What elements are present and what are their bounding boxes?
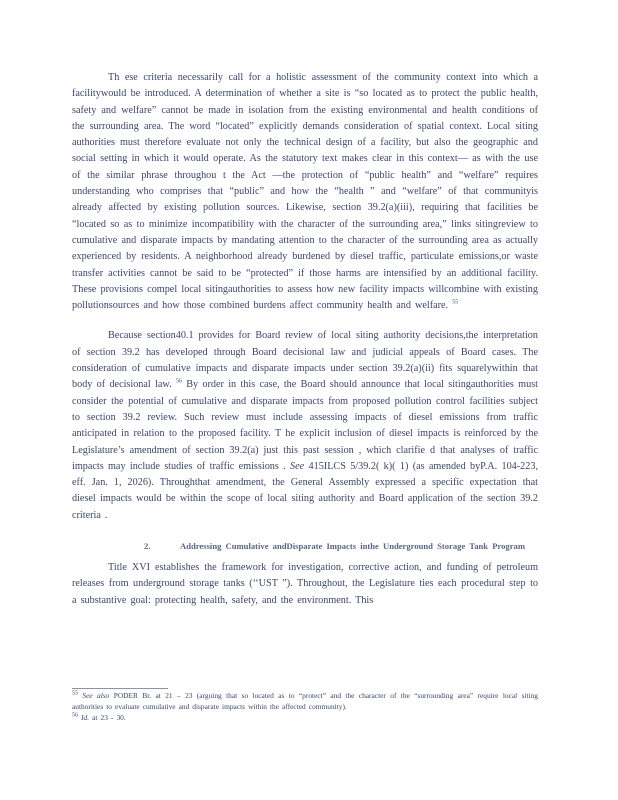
footnote-55 [72,691,538,712]
paragraph-2 [72,328,538,524]
paragraph-1-text: Th ese criteria necessarily call for a holistic assessment of the community context into which a facilitywould be introduced. A determination of whether a site is “so located as to protect the public health, safety and welfare” cannot be made in isolation from the existing environmental and health conditions of the surrounding area. The word “located” explicitly demands consideration of spatial context. Local siting authorities must therefore evaluate not only the technical design of a facility, but also the geographic and social setting in which it would operate. As the statutory text makes clear in this context— as with the use of the similar phrase throughou t the Act —the protection of “public health” and “welfare” requires understanding who comprises that “public” and how the “health ” and “welfare” of that communityis already affected by existing pollution sources. Likewise, section 39.2(a)(iii), requiring that facilities be “located so as to minimize incompatibility with the character of the surrounding area,” links sitingreview to cumulative and disparate impacts by mandating attention to the character of the surrounding area as actually experienced by residents. A neighborhood already burdened by diesel traffic, particulate emissions,or waste transfer activities cannot be said to be “protected” if those harms are intensified by an additional facility. These provisions compel local sitingauthorities to assess how new facility impacts willcombine with existing pollutionsources and how those combined burdens affect community health and welfare. [72,72,538,312]
section-heading-number: 2. [144,541,151,552]
paragraph-2-text-c: 415ILCS 5/39.2( k)( 1) (as amended byP.A. 104-223, eff. Jan. 1, 2026). Throughthat amendment, the General Assembly expressed a specific expectation that diesel impacts would be within the scope of local siting authority and Board application of the section 39.2 criteria . [72,460,538,521]
footnote-signal: Id. [81,713,90,722]
paragraph-2-text-b: By order in this case, the Board should announce that local sitingauthorities must consider the potential of cumulative and disparate impacts from proposed pollution control facilities subject to section 39.2 review. Such review must include assessing impacts of diesel emissions from traffic anticipated in relation to the proposed facility. T he explicit inclusion of diesel impacts is reinforced by the Legislature’s amendment of section 39.2(a) just this past session , which clarifie d that analyses of traffic impacts may include studies of traffic emissions . [72,379,538,472]
footnote-number: 55 [72,690,78,697]
section-heading-text: Addressing Cumulative andDisparate Impacts inthe Underground Storage Tank Program [180,541,525,552]
footnote-divider [72,688,168,689]
footnote-ref-56: 56 [175,378,182,385]
paragraph-2-text-a: Because section40.1 provides for Board review of local siting authority decisions,the interpretation of section 39.2 has developed through Board decisional law and judicial appeals of Board cases. The consideration of cumulative impacts and disparate impacts under section 39.2(a)(ii) fits squarelywithin that body of decisional law. [72,330,538,391]
document-page [72,70,538,623]
footnote-text: at 23 - 30. [89,713,126,722]
footnote-ref-55: 55 [452,299,459,306]
footnotes [72,691,538,724]
paragraph-1 [72,70,538,314]
section-heading [144,538,538,554]
paragraph-3-text: Title XVI establishes the framework for investigation, corrective action, and funding of petroleum releases from underground storage tanks (‘‘UST ”). Throughout, the Legislature ties each procedural step to a substantive goal: protecting health, safety, and the environment. This [72,562,538,606]
signal-see: See [290,460,305,472]
paragraph-3 [72,560,538,609]
footnote-signal: See also [82,691,110,700]
footnote-number: 56 [72,712,78,719]
footnote-text: PODER Br. at 21 – 23 (arguing that so located as to “protect” and the character of the “surrounding area” require local siting authorities to evaluate cumulative and disparate impacts within the affected community). [72,691,538,711]
footnote-56 [72,713,538,724]
